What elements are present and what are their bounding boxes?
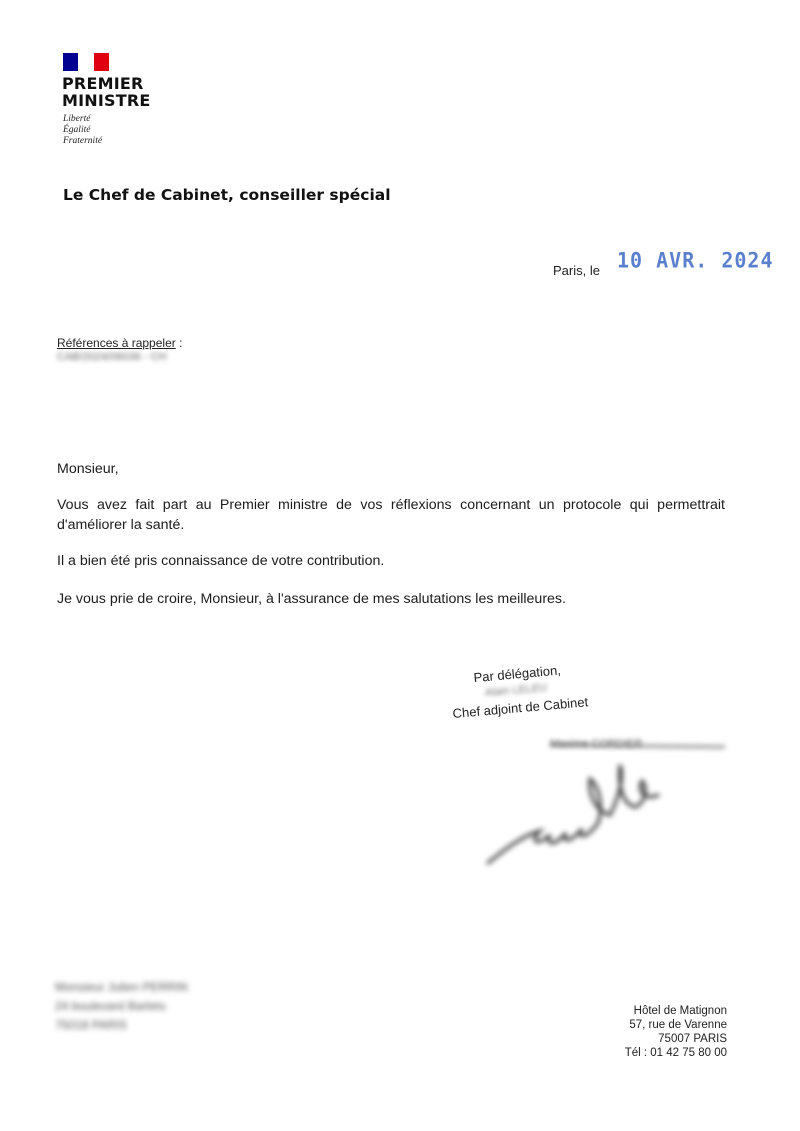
logo-title (62, 75, 151, 109)
recipient-line: Monsieur Julien PERRIN (55, 980, 188, 994)
references-label (57, 336, 182, 350)
references-label-suffix: : (175, 336, 183, 350)
delegate-name: Alain LELEU (484, 681, 548, 700)
salutation: Monsieur, (57, 461, 119, 477)
motto-line: Fraternité (63, 136, 103, 146)
recipient-address (55, 978, 188, 1035)
motto-line: Liberté (63, 114, 91, 124)
republic-motto (63, 114, 102, 147)
body-paragraph: Vous avez fait part au Premier ministre de vos réflexions concernant un protocole qui permettrait d'améliorer la santé. (57, 497, 725, 533)
date-stamp: 10 AVR. 2024 (617, 247, 774, 273)
signature-block (440, 655, 634, 722)
recipient-line: 75018 PARIS (55, 1018, 127, 1032)
references-value: CAB/2024/06036 - CH (57, 351, 167, 363)
logo-title-line: MINISTRE (62, 91, 151, 110)
flag-blue-band (63, 53, 78, 71)
sender-title: Le Chef de Cabinet, conseiller spécial (63, 186, 391, 204)
flag-white-band (78, 53, 93, 71)
signer-name: Maxime CORDIER (550, 738, 643, 750)
recipient-line: 24 boulevard Barbès (55, 999, 166, 1013)
delegation-text: Par délégation, (472, 662, 562, 686)
references-label-text: Références à rappeler (57, 336, 176, 350)
address-line: Tél : 01 42 75 80 00 (624, 1047, 727, 1059)
motto-line: Égalité (63, 125, 91, 135)
delegate-role: Chef adjoint de Cabinet (452, 694, 589, 722)
date-label: Paris, le (553, 263, 600, 278)
logo-title-line: PREMIER (62, 74, 144, 93)
body-paragraph: Il a bien été pris connaissance de votre contribution. (57, 553, 385, 569)
body-paragraph: Je vous prie de croire, Monsieur, à l'assurance de mes salutations les meilleures. (57, 591, 566, 607)
address-line: Hôtel de Matignon (633, 1005, 727, 1017)
flag-red-band (94, 53, 109, 71)
address-line: 57, rue de Varenne (629, 1019, 727, 1031)
address-line: 75007 PARIS (658, 1033, 727, 1045)
handwritten-signature (470, 735, 740, 875)
sender-address (625, 1004, 727, 1060)
republic-flag-icon (63, 53, 109, 71)
